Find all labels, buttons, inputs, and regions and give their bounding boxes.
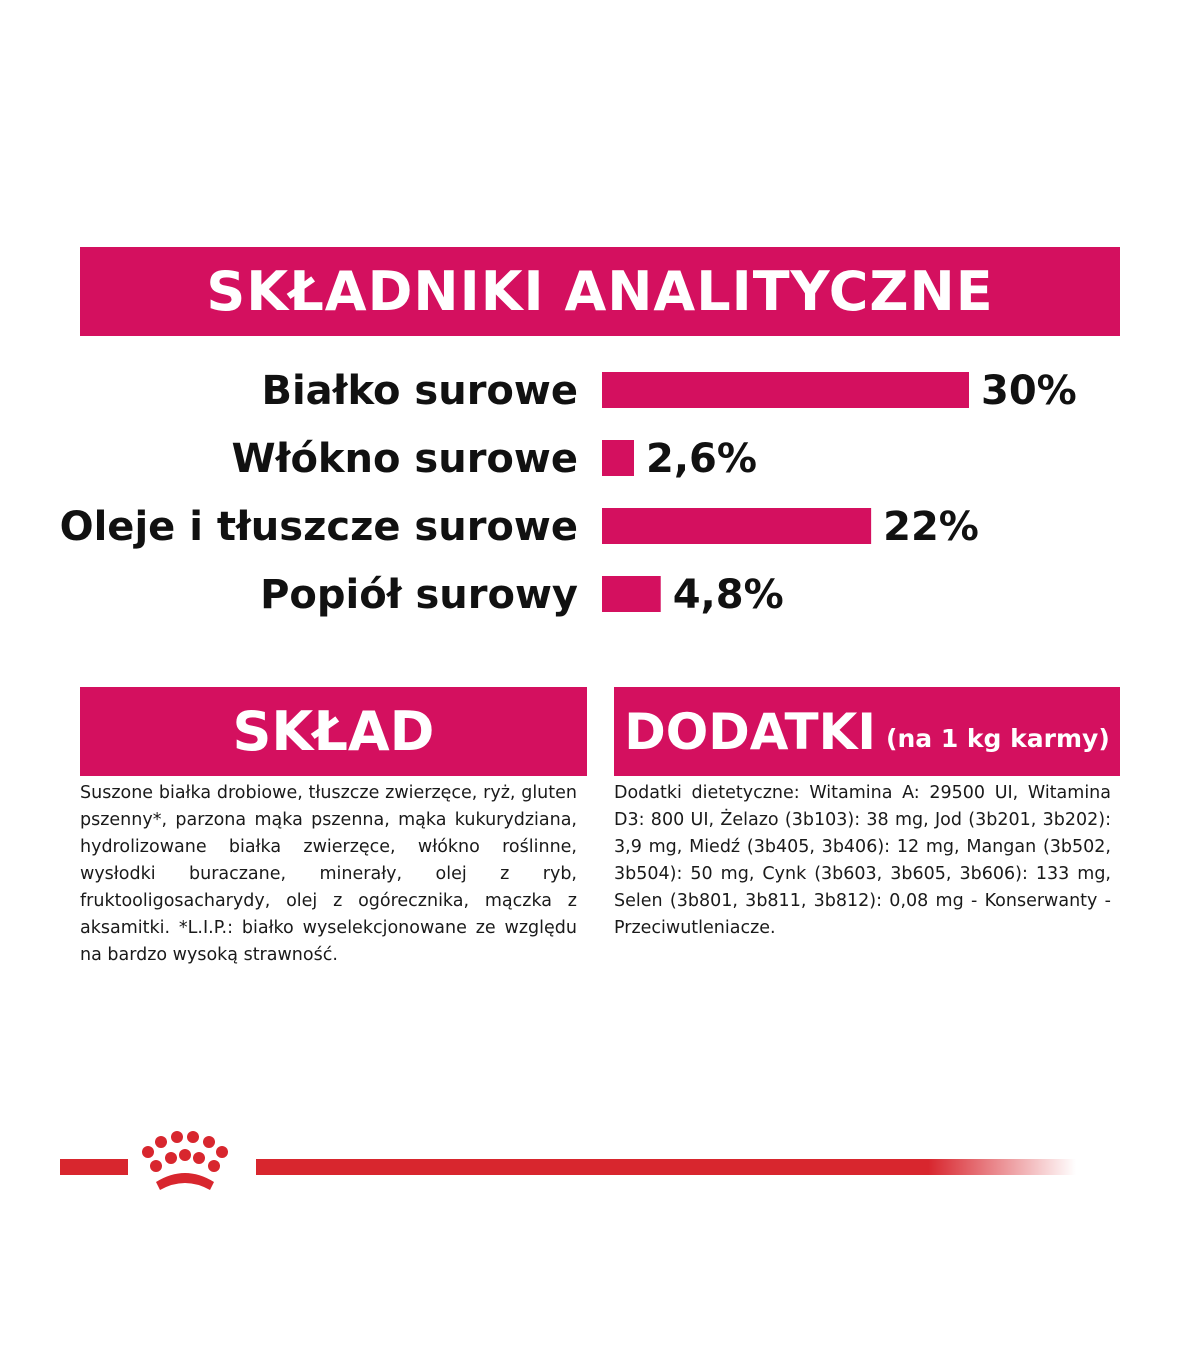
bar-value-label: 4,8%	[672, 572, 784, 618]
dodatki-text: Dodatki dietetyczne: Witamina A: 29500 UI, Witamina D3: 800 UI, Żelazo (3b103): 38 mg, Jod (3b201, 3b202): 3,9 mg, Miedź (3b405, 3b406): 12 mg, Mangan (3b502, 3b504): 50 mg, Cynk (3b603, 3b605, 3b606): 133 mg, Selen (3b801, 3b811, 3b812): 0,08 mg - Konserwanty - Przeciwutleniacze.	[614, 783, 1111, 938]
bar-value-label: 2,6%	[646, 436, 757, 482]
footer-line-left	[60, 1159, 128, 1175]
bar-label: Popiół surowy	[260, 572, 578, 618]
bar-value-label: 30%	[981, 368, 1077, 414]
analytic-bar-chart	[0, 340, 1200, 630]
bar	[602, 372, 969, 408]
dodatki-title-banner	[614, 687, 1120, 776]
bar	[602, 508, 871, 544]
bar-value-label: 22%	[883, 504, 979, 550]
bar	[602, 576, 661, 612]
bar	[602, 440, 634, 476]
dodatki-subtitle: (na 1 kg karmy)	[886, 724, 1110, 753]
sklad-title-banner	[80, 687, 587, 776]
crown-icon	[142, 1131, 228, 1190]
analytic-title-banner	[80, 247, 1120, 336]
dodatki-title: DODATKI	[624, 702, 877, 761]
sklad-text: Suszone białka drobiowe, tłuszcze zwierzęce, ryż, gluten pszenny*, parzona mąka pszenna, mąka kukurydziana, hydrolizowane białka zwierzęce, włókno roślinne, wysłodki buraczane, minerały, olej z ryb, fruktooligosacharydy, olej z ogórecznika, mączka z aksamitki. *L.I.P.: białko wyselekcjonowane ze względu na bardzo wysoką strawność.	[80, 783, 577, 965]
bar-label: Włókno surowe	[231, 436, 578, 482]
bar-label: Białko surowe	[261, 368, 578, 414]
footer-brand-line	[60, 1130, 1080, 1200]
footer-line-right	[256, 1159, 1076, 1175]
bar-label: Oleje i tłuszcze surowe	[59, 504, 578, 550]
analytic-title: SKŁADNIKI ANALITYCZNE	[206, 260, 994, 323]
sklad-title: SKŁAD	[232, 700, 435, 763]
